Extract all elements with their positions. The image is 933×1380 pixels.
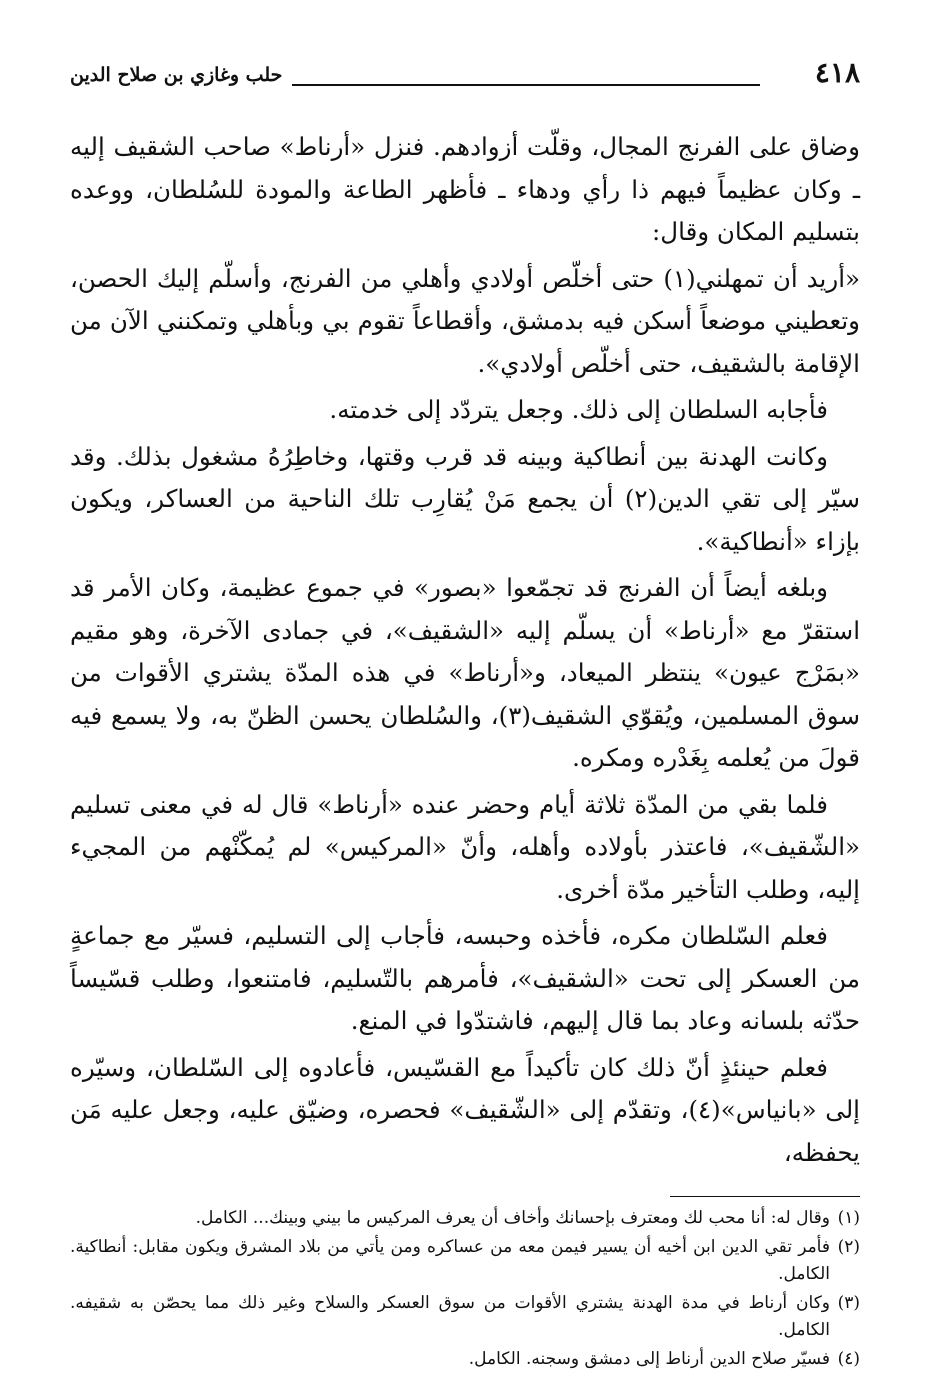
footnote-number: (٣) bbox=[837, 1293, 860, 1313]
footnote-text: وكان أرناط في مدة الهدنة يشتري الأقوات من سوق العسكر والسلاح وغير ذلك مما يحصّن به شقيفه. الكامل. bbox=[70, 1293, 830, 1340]
footnote bbox=[70, 1346, 860, 1373]
footnote-text: فأمر تقي الدين ابن أخيه أن يسير فيمن معه من عساكره ومن يأتي من بلاد المشرق ويكون مقابل: أنطاكية. الكامل. bbox=[70, 1237, 830, 1284]
main-text bbox=[70, 126, 860, 1174]
running-header bbox=[70, 50, 860, 96]
paragraph: فلما بقي من المدّة ثلاثة أيام وحضر عنده «أرناط» قال له في معنى تسليم «الشّقيف»، فاعتذر بأولاده وأهله، وأنّ «المركيس» لم يُمكّنْهم من المجيء إليه، وطلب التأخير مدّة أخرى. bbox=[70, 789, 860, 904]
footnote bbox=[70, 1205, 860, 1232]
footnote-number: (١) bbox=[837, 1208, 860, 1228]
footnote bbox=[70, 1290, 860, 1344]
paragraph: فأجابه السلطان إلى ذلك. وجعل يتردّد إلى خدمته. bbox=[329, 395, 828, 424]
footnotes bbox=[70, 1205, 860, 1373]
paragraph: «أريد أن تمهلني(١) حتى أخلّص أولادي وأهلي من الفرنج، وأسلّم إليك الحصن، وتعطيني موضعاً أسكن فيه بدمشق، وأقطاعاً تقوم بي وبأهلي وتمكنني الآن من الإقامة بالشقيف، حتى أخلّص أولادي». bbox=[70, 263, 860, 378]
footnote-text: وقال له: أنا محب لك ومعترف بإحسانك وأخاف أن يعرف المركيس ما بيني وبينك... الكامل. bbox=[195, 1208, 830, 1228]
footnote-separator bbox=[670, 1196, 860, 1197]
paragraph: وبلغه أيضاً أن الفرنج قد تجمّعوا «بصور» في جموع عظيمة، وكان الأمر قد استقرّ مع «أرناط» أن يسلّم إليه «الشقيف»، في جمادى الآخرة، وهو مقيم «بمَرْج عيون» ينتظر الميعاد، و«أرناط» في هذه المدّة يشتري الأقوات من سوق المسلمين، ويُقوّي الشقيف(٣)، والسُلطان يحسن الظنّ به، ولا يسمع فيه قولَ من يُعلمه بِغَدْره ومكره. bbox=[70, 573, 860, 772]
footnote-number: (٤) bbox=[837, 1349, 860, 1369]
footnote bbox=[70, 1234, 860, 1288]
footnote-number: (٢) bbox=[837, 1237, 860, 1257]
paragraph: وكانت الهدنة بين أنطاكية وبينه قد قرب وقتها، وخاطِرُهُ مشغول بذلك. وقد سيّر إلى تقي الدين(٢) أن يجمع مَنْ يُقارِب تلك الناحية من العساكر، ويكون بإزاء «أنطاكية». bbox=[70, 441, 860, 556]
paragraph: فعلم السّلطان مكره، فأخذه وحبسه، فأجاب إلى التسليم، فسيّر مع جماعةٍ من العسكر إلى تحت «الشقيف»، فأمرهم بالتّسليم، فامتنعوا، وطلب قسّيساً حدّثه بلسانه وعاد بما قال إليهم، فاشتدّوا في المنع. bbox=[70, 921, 860, 1035]
header-rule bbox=[292, 84, 760, 86]
paragraph: وضاق على الفرنج المجال، وقلّت أزوادهم. فنزل «أرناط» صاحب الشقيف إليه ـ وكان عظيماً فيهم ذا رأي ودهاء ـ فأظهر الطاعة والمودة للسُلطان، ووعده بتسليم المكان وقال: bbox=[70, 132, 860, 246]
footnote-text: فسيّر صلاح الدين أرناط إلى دمشق وسجنه. الكامل. bbox=[468, 1349, 830, 1369]
book-title: حلب وغازي بن صلاح الدين bbox=[70, 64, 283, 86]
page-number: ٤١٨ bbox=[814, 56, 860, 89]
paragraph: فعلم حينئذٍ أنّ ذلك كان تأكيداً مع القسّيس، فأعادوه إلى السّلطان، وسيّره إلى «بانياس»(٤)، وتقدّم إلى «الشّقيف» فحصره، وضيّق عليه، وجعل عليه مَن يحفظه، bbox=[70, 1052, 860, 1167]
book-page bbox=[70, 50, 860, 1369]
